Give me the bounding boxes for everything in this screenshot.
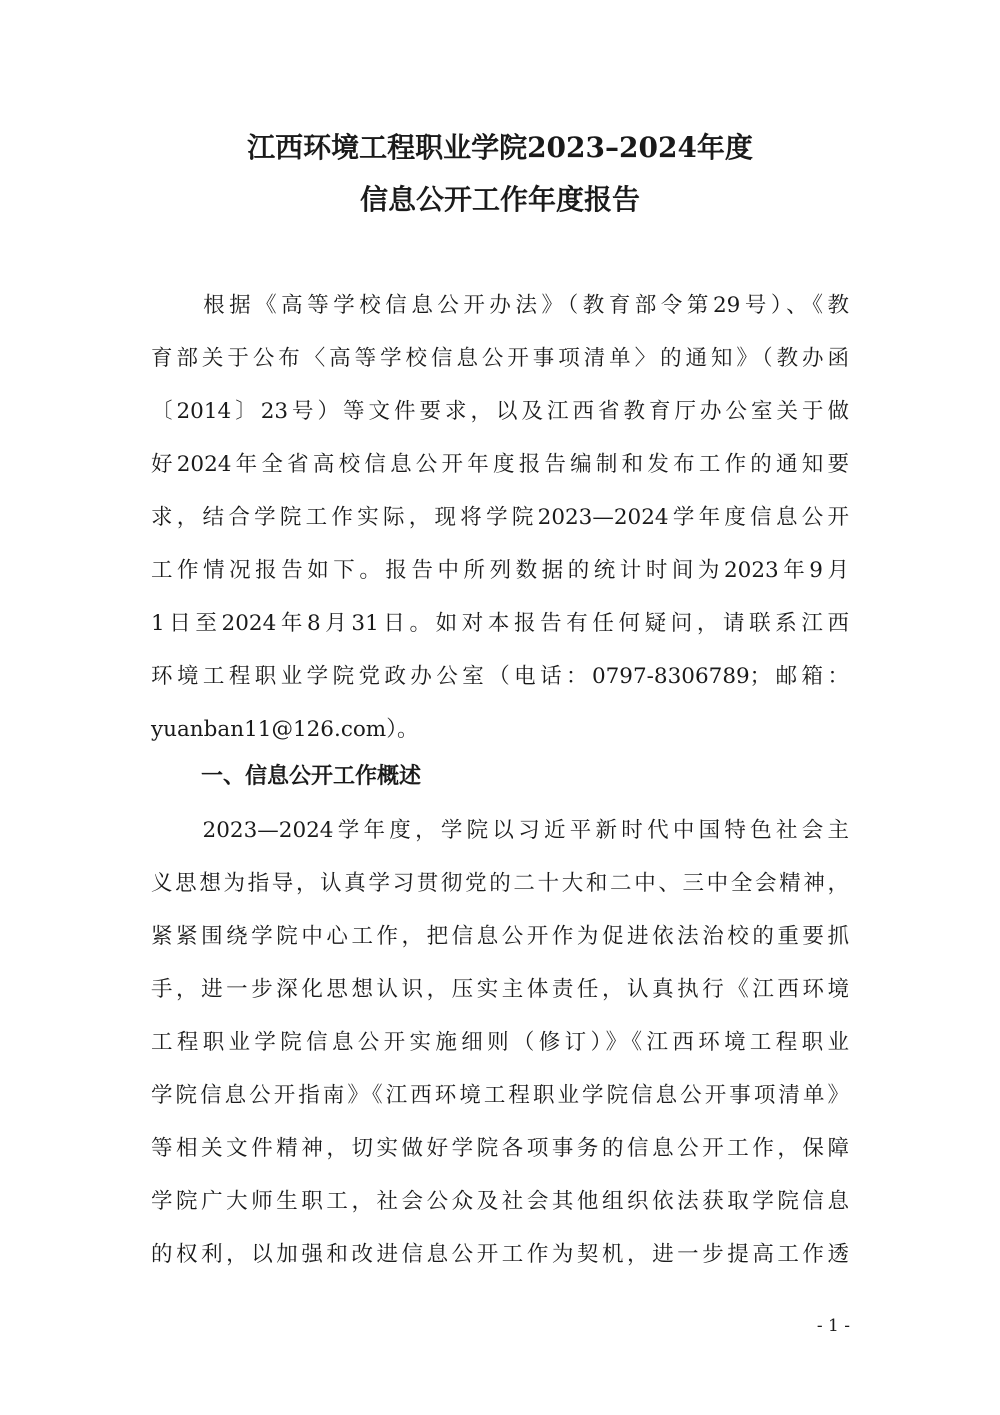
- page-number: - 1 -: [816, 1316, 850, 1336]
- paragraph-1-line: 工作情况报告如下。报告中所列数据的统计时间为2023年9月: [151, 558, 849, 583]
- paragraph-1-line: 求，结合学院工作实际，现将学院2023—2024学年度信息公开: [151, 505, 849, 530]
- paragraph-2-line: 义思想为指导，认真学习贯彻党的二十大和二中、三中全会精神，: [151, 871, 849, 896]
- paragraph-2-line: 学院信息公开指南》《江西环境工程职业学院信息公开事项清单》: [151, 1083, 849, 1108]
- paragraph-1-line: 育部关于公布〈高等学校信息公开事项清单〉的通知》（教办函: [151, 346, 849, 371]
- paragraph-1-line: 环境工程职业学院党政办公室（电话：0797-8306789；邮箱：: [151, 664, 849, 689]
- paragraph-2-line: 学院广大师生职工，社会公众及社会其他组织依法获取学院信息: [151, 1189, 849, 1214]
- paragraph-1-line: 1日至2024年8月31日。如对本报告有任何疑问，请联系江西: [151, 611, 849, 636]
- document-title-line-1: 江西环境工程职业学院2023–2024年度: [247, 131, 753, 164]
- paragraph-1-line: 〔2014〕23号）等文件要求，以及江西省教育厅办公室关于做: [151, 399, 849, 424]
- paragraph-2-line: 的权利，以加强和改进信息公开工作为契机，进一步提高工作透: [151, 1242, 849, 1267]
- paragraph-2-line: 等相关文件精神，切实做好学院各项事务的信息公开工作，保障: [151, 1136, 849, 1161]
- paragraph-2-line: 2023—2024学年度，学院以习近平新时代中国特色社会主: [151, 818, 849, 843]
- document-title-line-2: 信息公开工作年度报告: [359, 183, 640, 216]
- paragraph-2-line: 工程职业学院信息公开实施细则（修订）》《江西环境工程职业: [151, 1030, 849, 1055]
- section-1-heading: 一、信息公开工作概述: [201, 764, 422, 789]
- paragraph-2-line: 紧紧围绕学院中心工作，把信息公开作为促进依法治校的重要抓: [151, 924, 849, 949]
- paragraph-1-line: 根据《高等学校信息公开办法》（教育部令第29号）、《教: [151, 293, 849, 318]
- paragraph-2-line: 手，进一步深化思想认识，压实主体责任，认真执行《江西环境: [151, 977, 849, 1002]
- paragraph-1-line: yuanban11@126.com）。: [151, 717, 419, 742]
- paragraph-1-line: 好2024年全省高校信息公开年度报告编制和发布工作的通知要: [151, 452, 849, 477]
